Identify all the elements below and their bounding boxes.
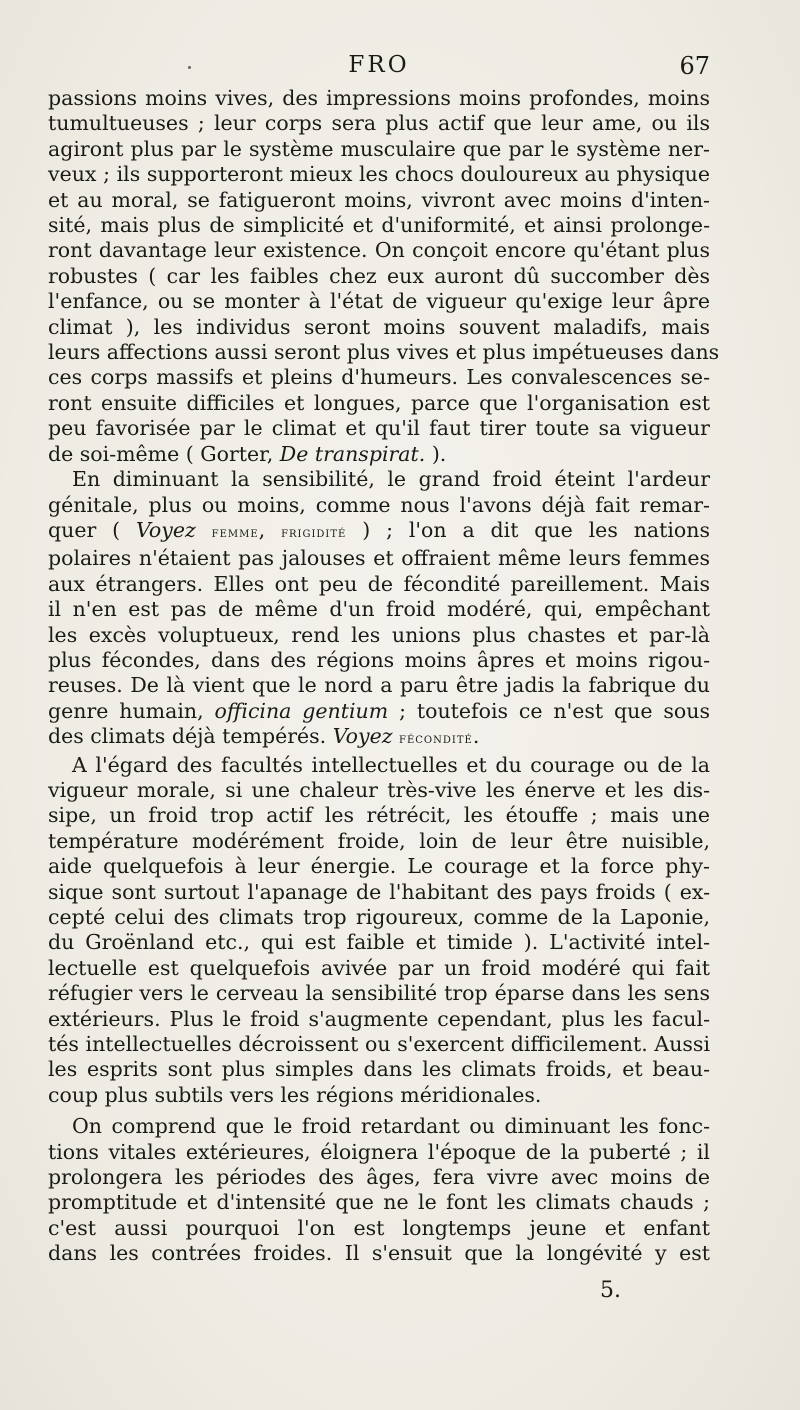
text-line: aux étrangers. Elles ont peu de fécondité pareillement. Mais — [48, 571, 710, 596]
text-line: promptitude et d'intensité que ne le font les climats chauds ; — [48, 1190, 710, 1215]
page-header — [48, 50, 710, 82]
text-line: réfugier vers le cerveau la sensibilité trop éparse dans les sens — [48, 981, 710, 1006]
text-line: A l'égard des facultés intellectuelles et du courage ou de la — [72, 752, 710, 777]
text-line: dans les contrées froides. Il s'ensuit que la longévité y est — [48, 1241, 710, 1266]
text-line: passions moins vives, des impressions moins profondes, moins — [48, 86, 710, 110]
text-line: On comprend que le froid retardant ou diminuant les fonc- — [72, 1114, 710, 1139]
text-line: c'est aussi pourquoi l'on est longtemps jeune et enfant — [48, 1215, 710, 1240]
text-line: des climats déjà tempérés. Voyez fécondité. — [48, 724, 480, 749]
text-line: agiront plus par le système musculaire que par le système ner- — [48, 136, 710, 161]
text-line: coup plus subtils vers les régions méridionales. — [48, 1082, 542, 1107]
page-number: 67 — [679, 52, 710, 80]
text-line: robustes ( car les faibles chez eux auront dû succomber dès — [48, 263, 710, 288]
text-line: sipe, un froid trop actif les rétrécit, les étouffe ; mais une — [48, 803, 710, 828]
body-text — [48, 86, 720, 1267]
text-line: veux ; ils supporteront mieux les chocs douloureux au physique — [48, 162, 710, 187]
text-line: température modérément froide, loin de leur être nuisible, — [48, 828, 710, 853]
text-line: ces corps massifs et pleins d'humeurs. Les convalescences se- — [48, 365, 710, 390]
text-line: sique sont surtout l'apanage de l'habitant des pays froids ( ex- — [48, 879, 710, 904]
text-line: plus fécondes, dans des régions moins âpres et moins rigou- — [48, 647, 710, 672]
text-line: et au moral, se fatigueront moins, vivront avec moins d'inten- — [48, 187, 710, 212]
text-line: de soi-même ( Gorter, De transpirat. ). — [48, 441, 447, 466]
text-line: ront davantage leur existence. On conçoit encore qu'étant plus — [48, 238, 710, 263]
signature-mark: 5. — [600, 1278, 621, 1303]
text-line: il n'en est pas de même d'un froid modéré, qui, empêchant — [48, 597, 710, 622]
text-line: prolongera les périodes des âges, fera vivre avec moins de — [48, 1165, 710, 1190]
text-line: les esprits sont plus simples dans les climats froids, et beau- — [48, 1057, 710, 1082]
text-line: du Groënland etc., qui est faible et timide ). L'activité intel- — [48, 930, 710, 955]
text-line: tés intellectuelles décroissent ou s'exercent difficilement. Aussi — [48, 1032, 710, 1057]
running-head: FRO — [348, 52, 410, 78]
text-line: En diminuant la sensibilité, le grand froid éteint l'ardeur — [72, 467, 710, 492]
text-line: l'enfance, ou se monter à l'état de vigueur qu'exige leur âpre — [48, 289, 710, 314]
text-line: genre humain, officina gentium ; toutefois ce n'est que sous — [48, 698, 710, 723]
text-line: les excès voluptueux, rend les unions plus chastes et par-là — [48, 622, 710, 647]
text-line: ront ensuite difficiles et longues, parce que l'organisation est — [48, 390, 710, 415]
text-line: climat ), les individus seront moins souvent maladifs, mais — [48, 314, 710, 339]
text-line: tions vitales extérieures, éloignera l'époque de la puberté ; il — [48, 1139, 710, 1164]
text-line: peu favorisée par le climat et qu'il faut tirer toute sa vigueur — [48, 416, 710, 441]
text-line: lectuelle est quelquefois avivée par un froid modéré qui fait — [48, 955, 710, 980]
text-line: sité, mais plus de simplicité et d'uniformité, et ainsi prolonge- — [48, 213, 710, 238]
text-line: cepté celui des climats trop rigoureux, comme de la Laponie, — [48, 905, 710, 929]
text-line: reuses. De là vient que le nord a paru être jadis la fabrique du — [48, 673, 710, 698]
text-line: génitale, plus ou moins, comme nous l'avons déjà fait remar- — [48, 492, 710, 517]
text-line: quer ( Voyez femme, frigidité ) ; l'on a dit que les nations — [48, 517, 710, 542]
text-line: tumultueuses ; leur corps sera plus actif que leur ame, ou ils — [48, 111, 710, 136]
text-line: aide quelquefois à leur énergie. Le courage et la force phy- — [48, 854, 710, 879]
text-line: extérieurs. Plus le froid s'augmente cependant, plus les facul- — [48, 1006, 710, 1031]
text-line: leurs affections aussi seront plus vives et plus impétueuses dans — [48, 340, 720, 365]
text-line: vigueur morale, si une chaleur très-vive les énerve et les dis- — [48, 777, 710, 802]
text-line: polaires n'étaient pas jalouses et offraient même leurs femmes — [48, 546, 710, 571]
